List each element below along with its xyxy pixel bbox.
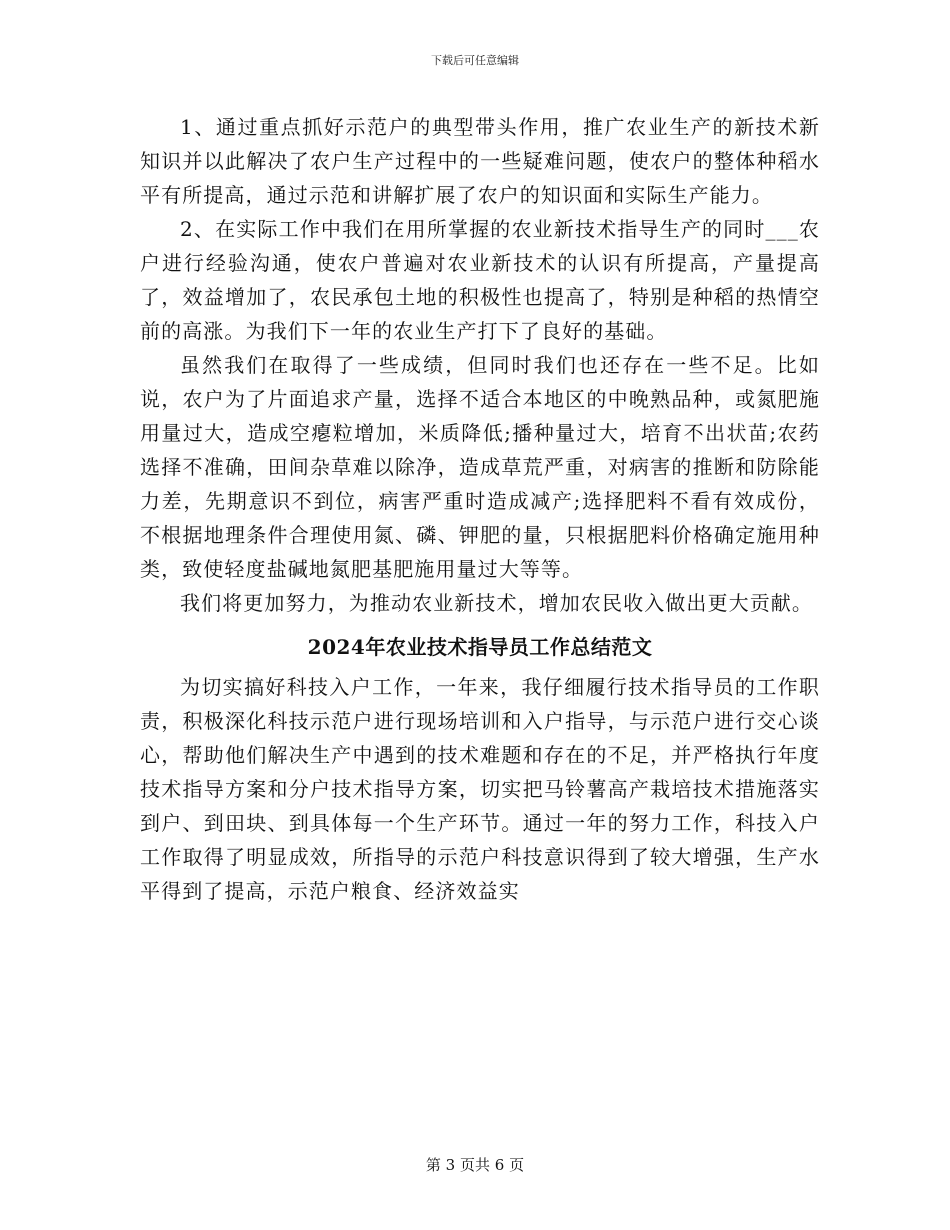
section-title: 2024年农业技术指导员工作总结范文 (307, 635, 653, 659)
paragraph-3: 虽然我们在取得了一些成绩，但同时我们也还存在一些不足。比如说，农户为了片面追求产量，选择不适合本地区的中晚熟品种，或氮肥施用量过大，造成空瘪粒增加，米质降低;播种量过大，培育不出状苗;农药选择不准确，田间杂草难以除净，造成草荒严重，对病害的推断和防除能力差，先期意识不到位，病害严重时造成减产;选择肥料不看有效成份，不根据地理条件合理使用氮、磷、钾肥的量，只根据肥料价格确定施用种类，致使轻度盐碱地氮肥基肥施用量过大等等。 (140, 353, 820, 581)
page-number: 第 3 页共 6 页 (425, 1156, 525, 1174)
document-body (140, 110, 820, 908)
section-paragraph-1: 为切实搞好科技入户工作，一年来，我仔细履行技术指导员的工作职责，积极深化科技示范户进行现场培训和入户指导，与示范户进行交心谈心，帮助他们解决生产中遇到的技术难题和存在的不足，并严格执行年度技术指导方案和分户技术指导方案，切实把马铃薯高产栽培技术措施落实到户、到田块、到具体每一个生产环节。通过一年的努力工作，科技入户工作取得了明显成效，所指导的示范户科技意识得到了较大增强，生产水平得到了提高，示范户粮食、经济效益实 (140, 675, 820, 903)
paragraph-1: 1、通过重点抓好示范户的典型带头作用，推广农业生产的新技术新知识并以此解决了农户生产过程中的一些疑难问题，使农户的整体种稻水平有所提高，通过示范和讲解扩展了农户的知识面和实际生产能力。 (140, 115, 820, 207)
paragraph-2: 2、在实际工作中我们在用所掌握的农业新技术指导生产的同时___农户进行经验沟通，使农户普遍对农业新技术的认识有所提高，产量提高了，效益增加了，农民承包土地的积极性也提高了，特别是种稻的热情空前的高涨。为我们下一年的农业生产打下了良好的基础。 (140, 217, 820, 343)
paragraph-4: 我们将更加努力，为推动农业新技术，增加农民收入做出更大贡献。 (180, 591, 813, 615)
page-header: 下载后可任意编辑 (431, 54, 519, 67)
